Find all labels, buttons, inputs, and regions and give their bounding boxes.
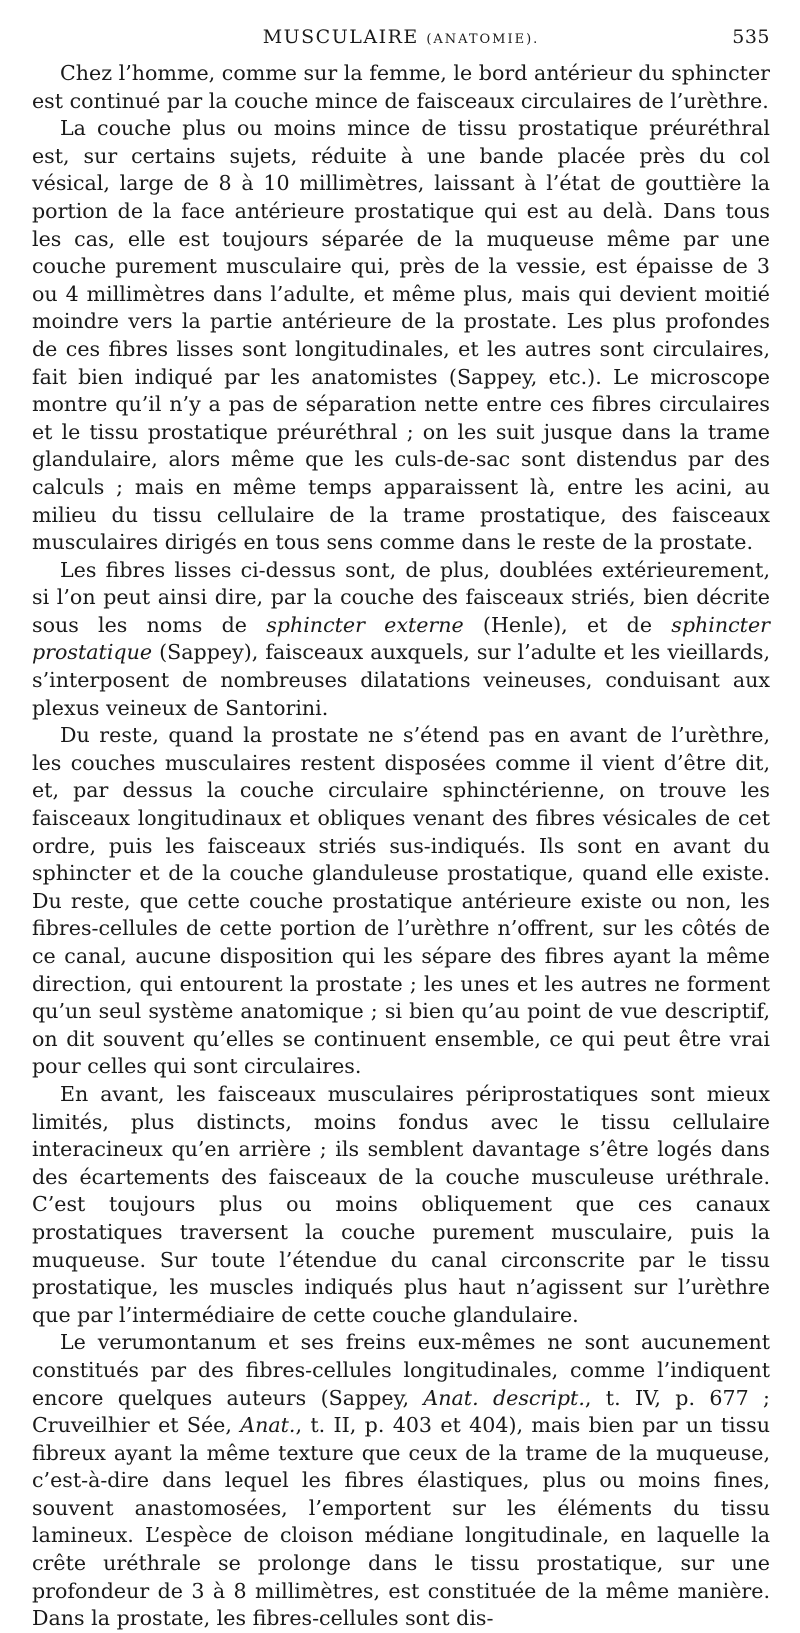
paragraph-2: La couche plus ou moins mince de tissu prostatique préuréthral est, sur certains sujets, réduite à une bande placée près du col vésical, large de 8 à 10 millimètres, laissant à l’état de gouttière la portion de la face antérieure prostatique qui est au delà. Dans tous les cas, elle est toujours séparée de la muqueuse même par une couche purement musculaire qui, près de la vessie, est épaisse de 3 ou 4 millimètres dans l’adulte, et même plus, mais qui devient moitié moindre vers la partie antérieure de la prostate. Les plus profondes de ces fibres lisses sont longitudinales, et les autres sont circulaires, fait bien indiqué par les anatomistes (Sappey, etc.). Le microscope montre qu’il n’y a pas de séparation nette entre ces fibres circulaires et le tissu prostatique préuréthral ; on les suit jusque dans la trame glandulaire, alors même que les culs-de-sac sont distendus par des calculs ; mais en même temps apparaissent là, entre les acini, au milieu du tissu cellulaire de la trame prostatique, des faisceaux musculaires dirigés en tous sens comme dans le reste de la prostate. [32,116,770,555]
paragraph-3-part-2: (Henle), et de [463,612,672,637]
citation-anat: Anat. [240,1413,296,1438]
paragraph-6-part-1: Le verumontanum et ses freins eux-mêmes ne sont aucunement constitués par des fibres-cellules longitudinales, comme l’indiquent encore quelques auteurs (Sappey, [32,1330,770,1410]
citation-anat-descript: Anat. descript. [423,1385,585,1410]
paragraph-6-part-2: , t. IV, p. 677 ; Cruveilhier et Sée, [32,1385,770,1438]
paragraph-4: Du reste, quand la prostate ne s’étend pas en avant de l’urèthre, les couches musculaires restent disposées comme il vient d’être dit, et, par dessus la couche circulaire sphinctérienne, on trouve les faisceaux longitudinaux et obliques venant des fibres vésicales de cet ordre, puis les faisceaux striés sus-indiqués. Ils sont en avant du sphincter et de la couche glanduleuse prostatique, quand elle existe. Du reste, que cette couche prostatique antérieure existe ou non, les fibres-cellules de cette portion de l’urèthre n’offrent, sur les côtés de ce canal, aucune disposition qui les sépare des fibres ayant la même direction, qui entourent la prostate ; les unes et les autres ne forment qu’un seul système anatomique ; si bien qu’au point de vue descriptif, on dit souvent qu’elles se continuent ensemble, ce qui peut être vrai pour celles qui sont circulaires. [32,723,770,1079]
paragraph-1: Chez l’homme, comme sur la femme, le bord antérieur du sphincter est continué par la couche mince de faisceaux circulaires de l’urèthre. [32,61,770,113]
page-number: 535 [732,26,770,48]
paragraph-5: En avant, les faisceaux musculaires périprostatiques sont mieux limités, plus distincts, moins fondus avec le tissu cellulaire interacineux qu’en arrière ; ils semblent davantage s’être logés dans des écartements des faisceaux de la couche musculeuse uréthrale. C’est toujours plus ou moins obliquement que ces canaux prostatiques traversent la couche purement musculaire, puis la muqueuse. Sur toute l’étendue du canal circonscrite par le tissu prostatique, les muscles indiqués plus haut n’agissent sur l’urèthre que par l’intermédiaire de cette couche glandulaire. [32,1081,770,1327]
paragraph-3-part-3: (Sappey), faisceaux auxquels, sur l’adulte et les vieillards, s’interposent de nombreuses dilatations veineuses, conduisant aux plexus veineux de Santorini. [32,640,770,720]
paragraph-6-part-3: , t. II, p. 403 et 404), mais bien par un tissu fibreux ayant la même texture que ceux de la trame de la muqueuse, c’est-à-dire dans lequel les fibres élastiques, plus ou moins fines, souvent anastomosées, l’emportent sur les éléments du tissu lamineux. L’espèce de cloison médiane longitudinale, en laquelle la crête uréthrale se prolonge dans le tissu prostatique, sur une profondeur de 3 à 8 millimètres, est constituée de la même manière. Dans la prostate, les fibres-cellules sont dis- [32,1413,770,1631]
term-sphincter-prostatique: sphincter prostatique [32,612,770,665]
term-sphincter-externe: sphincter externe [266,612,464,637]
paragraph-3-part-1: Les fibres lisses ci-dessus sont, de plus, doublées extérieurement, si l’on peut ainsi dire, par la couche des faisceaux striés, bien décrite sous les noms de [32,557,770,637]
body-text [32,60,770,1633]
running-title-main: MUSCULAIRE [262,26,419,48]
running-title [32,26,770,48]
running-head [32,26,770,60]
running-title-sub: (ANATOMIE). [426,32,540,47]
paragraph-3 [32,557,770,723]
paragraph-6 [32,1329,770,1633]
